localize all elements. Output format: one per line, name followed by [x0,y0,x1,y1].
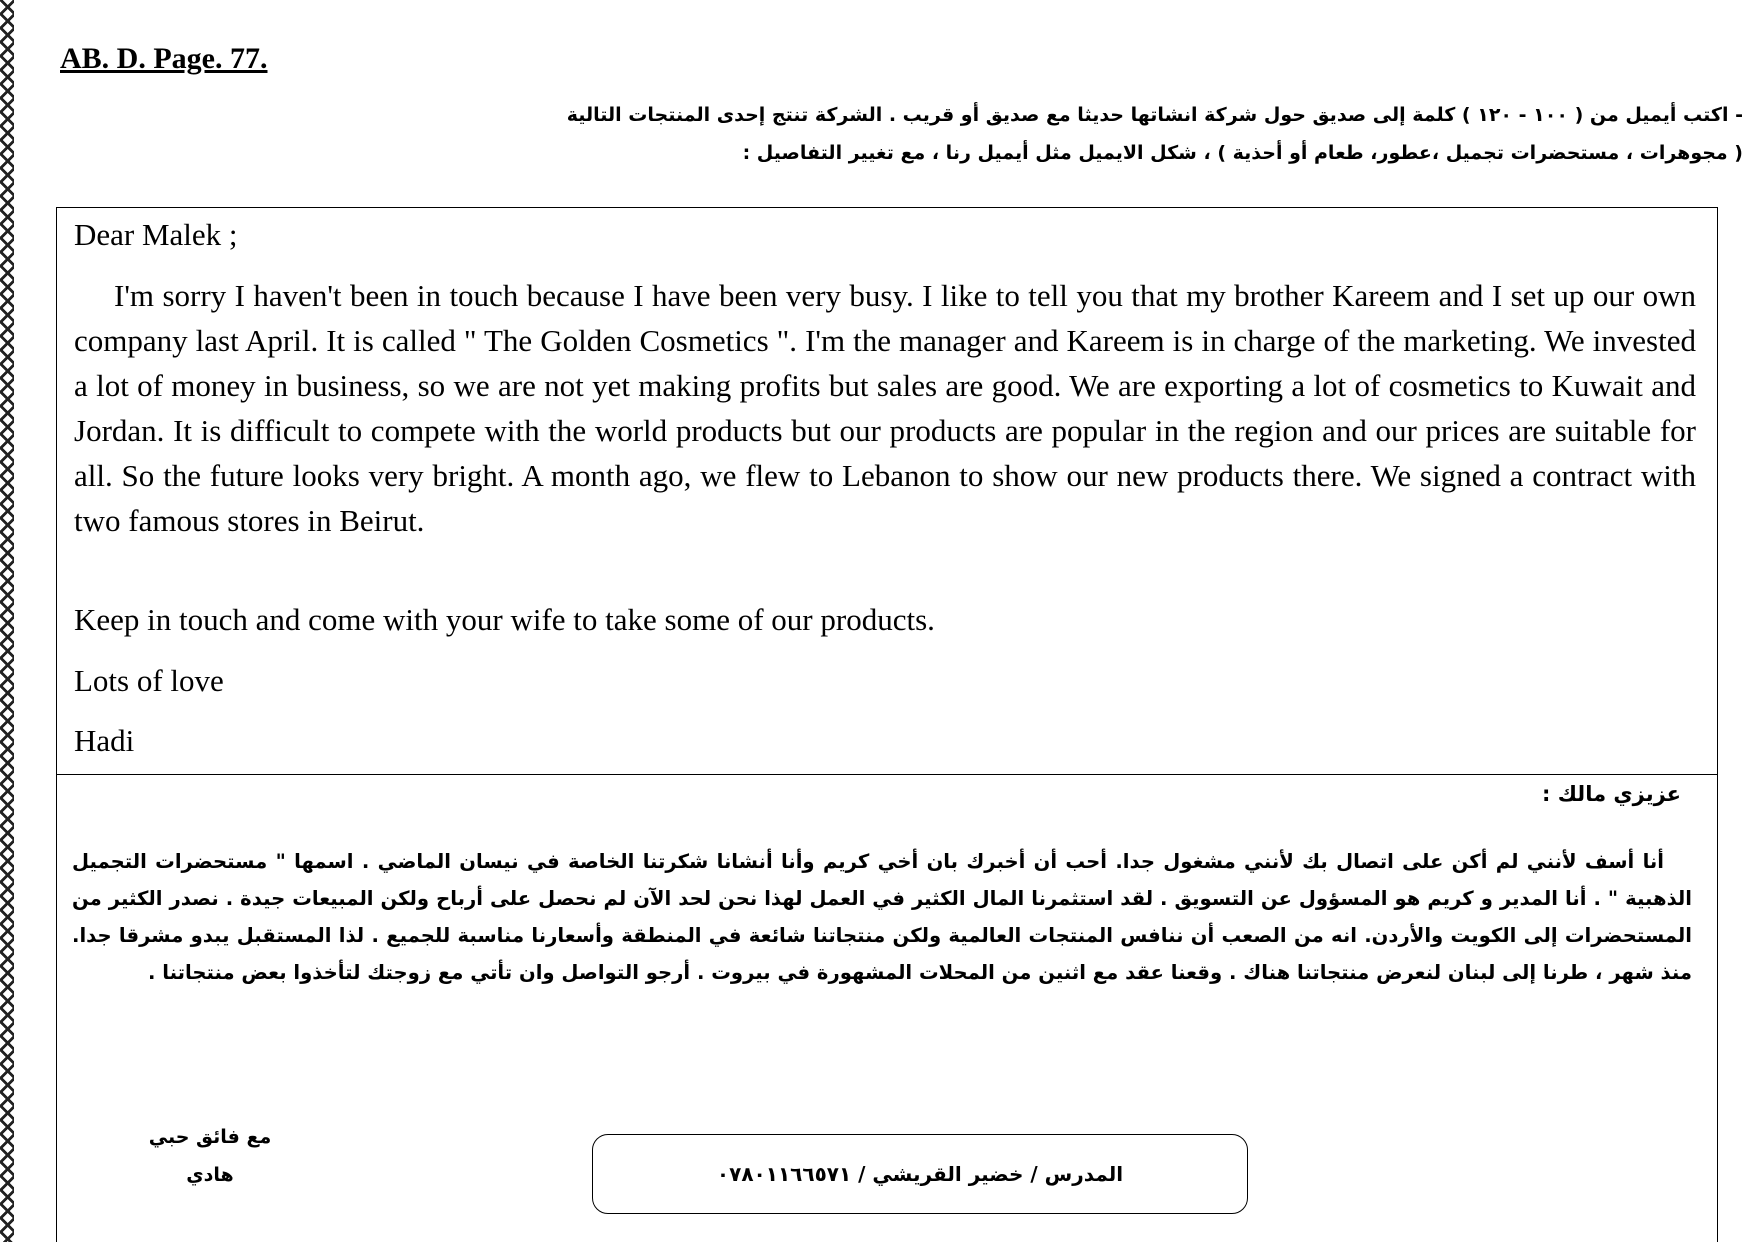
english-body: I'm sorry I haven't been in touch because I have been very busy. I like to tell you that my brother Kareem and I set up our own company last April. It is called " The Golden Cosmetics ". I'm the manager and Kareem is in charge of the marketing. We invested a lot of money in business, so we are not yet making profits but sales are good. We are exporting a lot of cosmetics to Kuwait and Jordan. It is difficult to compete with the world products but our products are popular in the region and our prices are suitable for all. So the future looks very bright. A month ago, we flew to Lebanon to show our new products there. We signed a contract with two famous stores in Beirut. [74,278,1696,538]
left-decorative-border [0,0,14,1242]
arabic-body: أنا أسف لأنني لم أكن على اتصال بك لأنني مشغول جدا. أحب أن أخبرك بان أخي كريم وأنا أنشانا شكرتنا الخاصة في نيسان الماضي . اسمها " مستحضرات التجميل الذهبية " . أنا المدير و كريم هو المسؤول عن التسويق . لقد استثمرنا المال الكثير في العمل لهذا نحن لحد الآن لم نحصل على أرباح ولكن المبيعات جيدة . نصدر الكثير من المستحضرات إلى الكويت والأردن. انه من الصعب أن ننافس المنتجات العالمية ولكن منتجاتنا شائعة في المنطقة وأسعارنا مناسبة للجميع . لذا المستقبل يبدو مشرقا جدا. منذ شهر ، طرنا إلى لبنان لنعرض منتجاتنا هناك . وقعنا عقد مع اثنين من المحلات المشهورة في بيروت . أرجو التواصل وان تأتي مع زوجتك لتأخذوا بعض منتجاتنا . [72,850,1692,984]
teacher-credit: المدرس / خضير القريشي / ٠٧٨٠١١٦٦٥٧١ [716,1162,1124,1186]
page-reference: AB. D. Page. 77. [60,42,268,75]
instructions-line-1: - اكتب أيميل من ( ١٠٠ - ١٢٠ ) كلمة إلى صديق حول شركة انشاتها حديثا مع صديق أو قريب . الشركة تنتج إحدى المنتجات التالية [566,104,1743,126]
arabic-signoff-block [110,1118,310,1194]
english-salutation: Dear Malek ; [74,217,238,252]
english-closing-line: Keep in touch and come with your wife to take some of our products. [74,602,935,637]
english-signoff: Lots of love [74,663,224,698]
teacher-credit-box [592,1134,1248,1214]
arabic-signature: هادي [186,1164,234,1186]
instructions [60,96,1743,172]
cropped-text-line [660,0,1080,14]
english-signature: Hadi [74,723,135,758]
letters-divider [56,774,1718,775]
instructions-line-2: ( مجوهرات ، مستحضرات تجميل ،عطور، طعام أو أحذية ) ، شكل الايميل مثل أيميل رنا ، مع تغيير التفاصيل : [742,142,1743,164]
arabic-salutation: عزيزي مالك : [1542,782,1681,806]
arabic-signoff: مع فائق حبي [148,1126,272,1148]
